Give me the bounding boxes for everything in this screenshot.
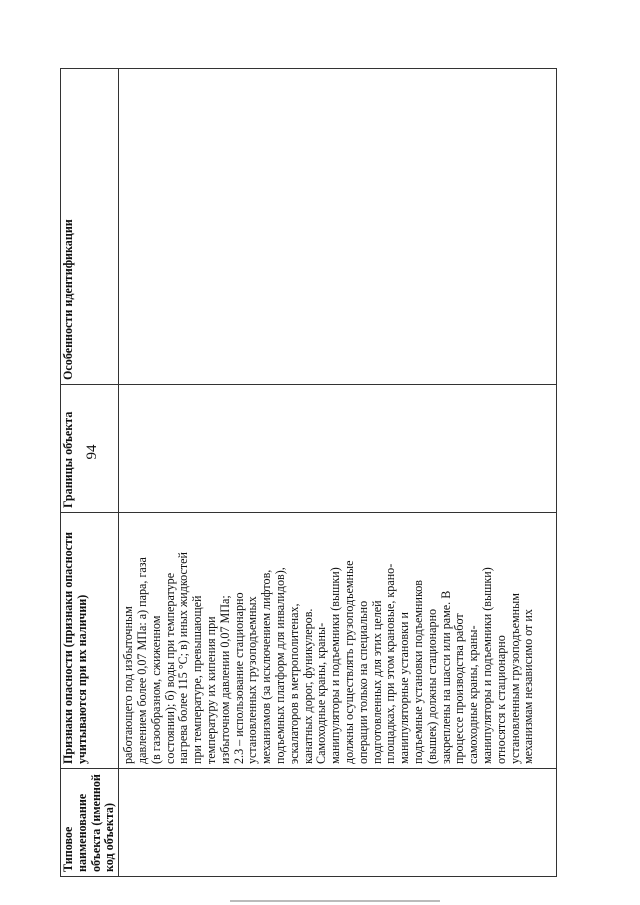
hazard-text-line: механизмов (за исключением лифтов, bbox=[259, 569, 274, 764]
hazard-text-line: самоходные краны, краны- bbox=[466, 625, 481, 764]
hazard-text-line: эскалаторов в метрополитенах, bbox=[286, 603, 301, 764]
hazard-text-line: установленных грузоподъемных bbox=[245, 596, 260, 764]
hazard-text-line: Самоходные краны, краны- bbox=[314, 622, 329, 764]
cell-boundaries bbox=[119, 385, 557, 513]
hazard-text-line: процессе производства работ bbox=[452, 613, 467, 764]
hazard-text-line: подъемные установки подъемников bbox=[410, 580, 425, 764]
hazard-text-line: канатных дорог, фуникулеров. bbox=[300, 608, 315, 764]
hazard-text-line: при температуре, превышающей bbox=[190, 595, 205, 764]
hazard-text-line: установленным грузоподъемным bbox=[507, 593, 522, 764]
hazard-text-line: избыточном давлении 0,07 МПа; bbox=[217, 595, 232, 764]
hazard-text-line: манипуляторы и подъемники (вышки) bbox=[328, 567, 343, 764]
column-header-boundaries: Границы объекта bbox=[61, 385, 119, 513]
cell-object-type bbox=[119, 769, 557, 877]
table-header-row bbox=[61, 69, 119, 877]
hazard-objects-table bbox=[60, 68, 557, 877]
column-header-identification: Особенности идентификации bbox=[61, 69, 119, 385]
hazard-text-line: работающего под избыточным bbox=[121, 606, 136, 764]
hazard-text-line: закреплены на шасси или раме. В bbox=[438, 590, 453, 764]
page-bottom-rule bbox=[230, 900, 440, 902]
hazard-text-line: манипуляторы и подъемники (вышки) bbox=[479, 567, 494, 764]
hazard-text-line: операции только на специально bbox=[355, 600, 370, 764]
hazard-text-block bbox=[122, 517, 536, 764]
hazard-text-line: манипуляторные установки и bbox=[397, 612, 412, 764]
hazard-text-line: температуру их кипения при bbox=[203, 616, 218, 764]
hazard-text-line: давлением более 0,07 МПа: а) пара, газа bbox=[134, 557, 149, 764]
hazard-text-line: нагрева более 115 °С; в) иных жидкостей bbox=[176, 552, 191, 764]
cell-hazard-signs bbox=[119, 513, 557, 769]
cell-identification bbox=[119, 69, 557, 385]
column-header-object-type: Типовое наименование объекта (именной код объекта) bbox=[61, 769, 119, 877]
hazard-text-line: относятся к стационарно bbox=[493, 635, 508, 764]
hazard-text-line: 2.3 – использование стационарно bbox=[231, 592, 246, 764]
page-number: 94 bbox=[84, 444, 100, 460]
column-header-hazard-signs: Признаки опасности (признаки опасности учитываются при их наличии) bbox=[61, 513, 119, 769]
hazard-text-line: (вышек) должны стационарно bbox=[424, 608, 439, 764]
table-row bbox=[119, 69, 557, 877]
hazard-text-line: (в газообразном, сжиженном bbox=[148, 615, 163, 764]
rotated-page-content bbox=[60, 69, 557, 877]
hazard-text-line: состоянии); б) воды при температуре bbox=[162, 572, 177, 764]
hazard-text-line: подготовленных для этих целей bbox=[369, 600, 384, 764]
hazard-text-line: площадках, при этом крановые, крано- bbox=[383, 563, 398, 764]
hazard-text-line: подъемных платформ для инвалидов), bbox=[272, 567, 287, 764]
hazard-text-line: должны осуществлять грузоподъемные bbox=[341, 560, 356, 764]
hazard-text-line: механизмам независимо от их bbox=[521, 609, 536, 764]
